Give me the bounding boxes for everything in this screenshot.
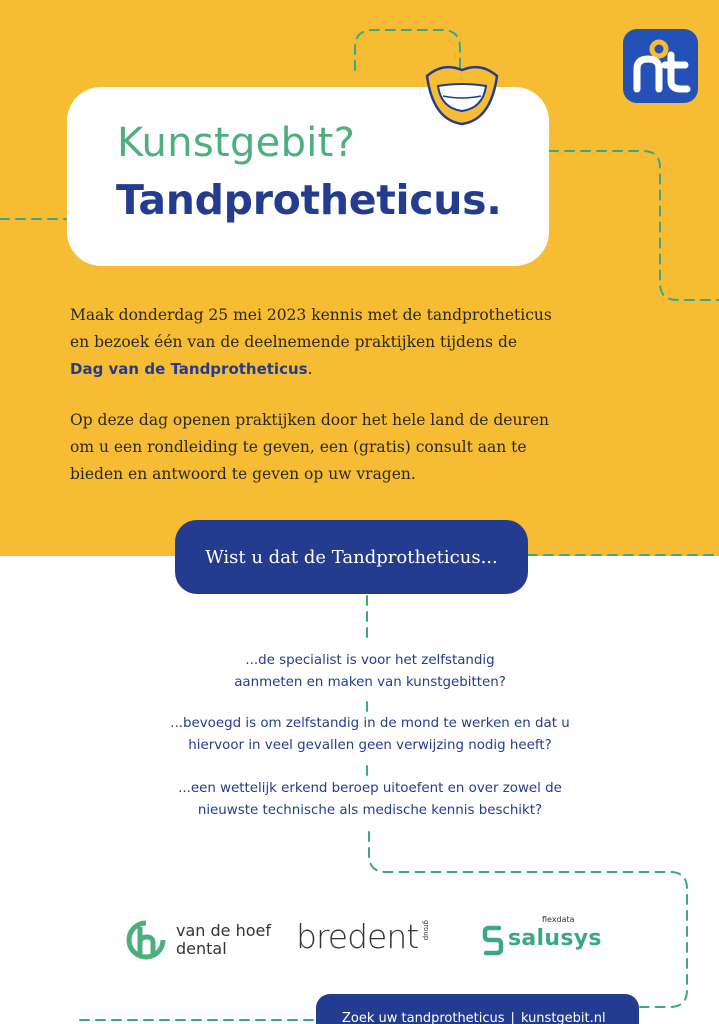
van-de-hoef-name: van de hoef [176,921,271,940]
footer-text [342,1011,606,1024]
title-question: Kunstgebit? [117,120,356,166]
did-you-know-heading-text: Wist u dat de Tandprotheticus... [205,546,498,568]
fact-item: ...de specialist is voor het zelfstandig aanmeten en maken van kunstgebitten? [234,653,506,690]
fact-item: ...een wettelijk erkend beroep uitoefent en over zowel de nieuwste technische als medische kennis beschikt? [178,781,562,818]
sponsor-van-de-hoef-dental [126,917,276,963]
fact-item: ...bevoegd is om zelfstandig in de mond te werken en dat u hiervoor in veel gevallen geen verwijzing nodig heeft? [170,716,570,753]
sponsor-salusys [482,915,612,961]
salusys-flexdata-label: flexdata [542,915,575,924]
intro-line: Maak donderdag 25 mei 2023 kennis met de tandprotheticus [70,306,552,324]
intro-text [70,302,670,488]
salusys-s-icon [482,923,504,957]
did-you-know-heading [175,520,528,594]
salusys-wordmark: salusys [508,926,602,951]
intro-line: bieden en antwoord te geven op uw vragen. [70,465,416,483]
footer-separator: | [510,1011,515,1024]
footer-cta: Zoek uw tandprotheticus [342,1011,505,1024]
intro-line: Op deze dag openen praktijken door het hele land de deuren [70,411,549,429]
intro-line: om u een rondleiding te geven, een (gratis) consult aan te [70,438,527,456]
nt-logo-icon [623,29,698,103]
intro-line: en bezoek één van de deelnemende praktijken tijdens de [70,333,518,351]
event-name: Dag van de Tandprotheticus [70,360,308,378]
bredent-group-label: group [422,920,430,941]
footer-url-link[interactable]: kunstgebit.nl [520,1011,606,1024]
title-main: Tandprotheticus. [116,176,502,224]
bredent-wordmark: bredent [296,917,419,956]
smile-teeth-icon [421,56,503,134]
van-de-hoef-sub: dental [176,939,227,958]
sponsor-bredent [296,917,446,963]
intro-period: . [307,360,313,378]
van-de-hoef-h-icon [126,919,166,961]
